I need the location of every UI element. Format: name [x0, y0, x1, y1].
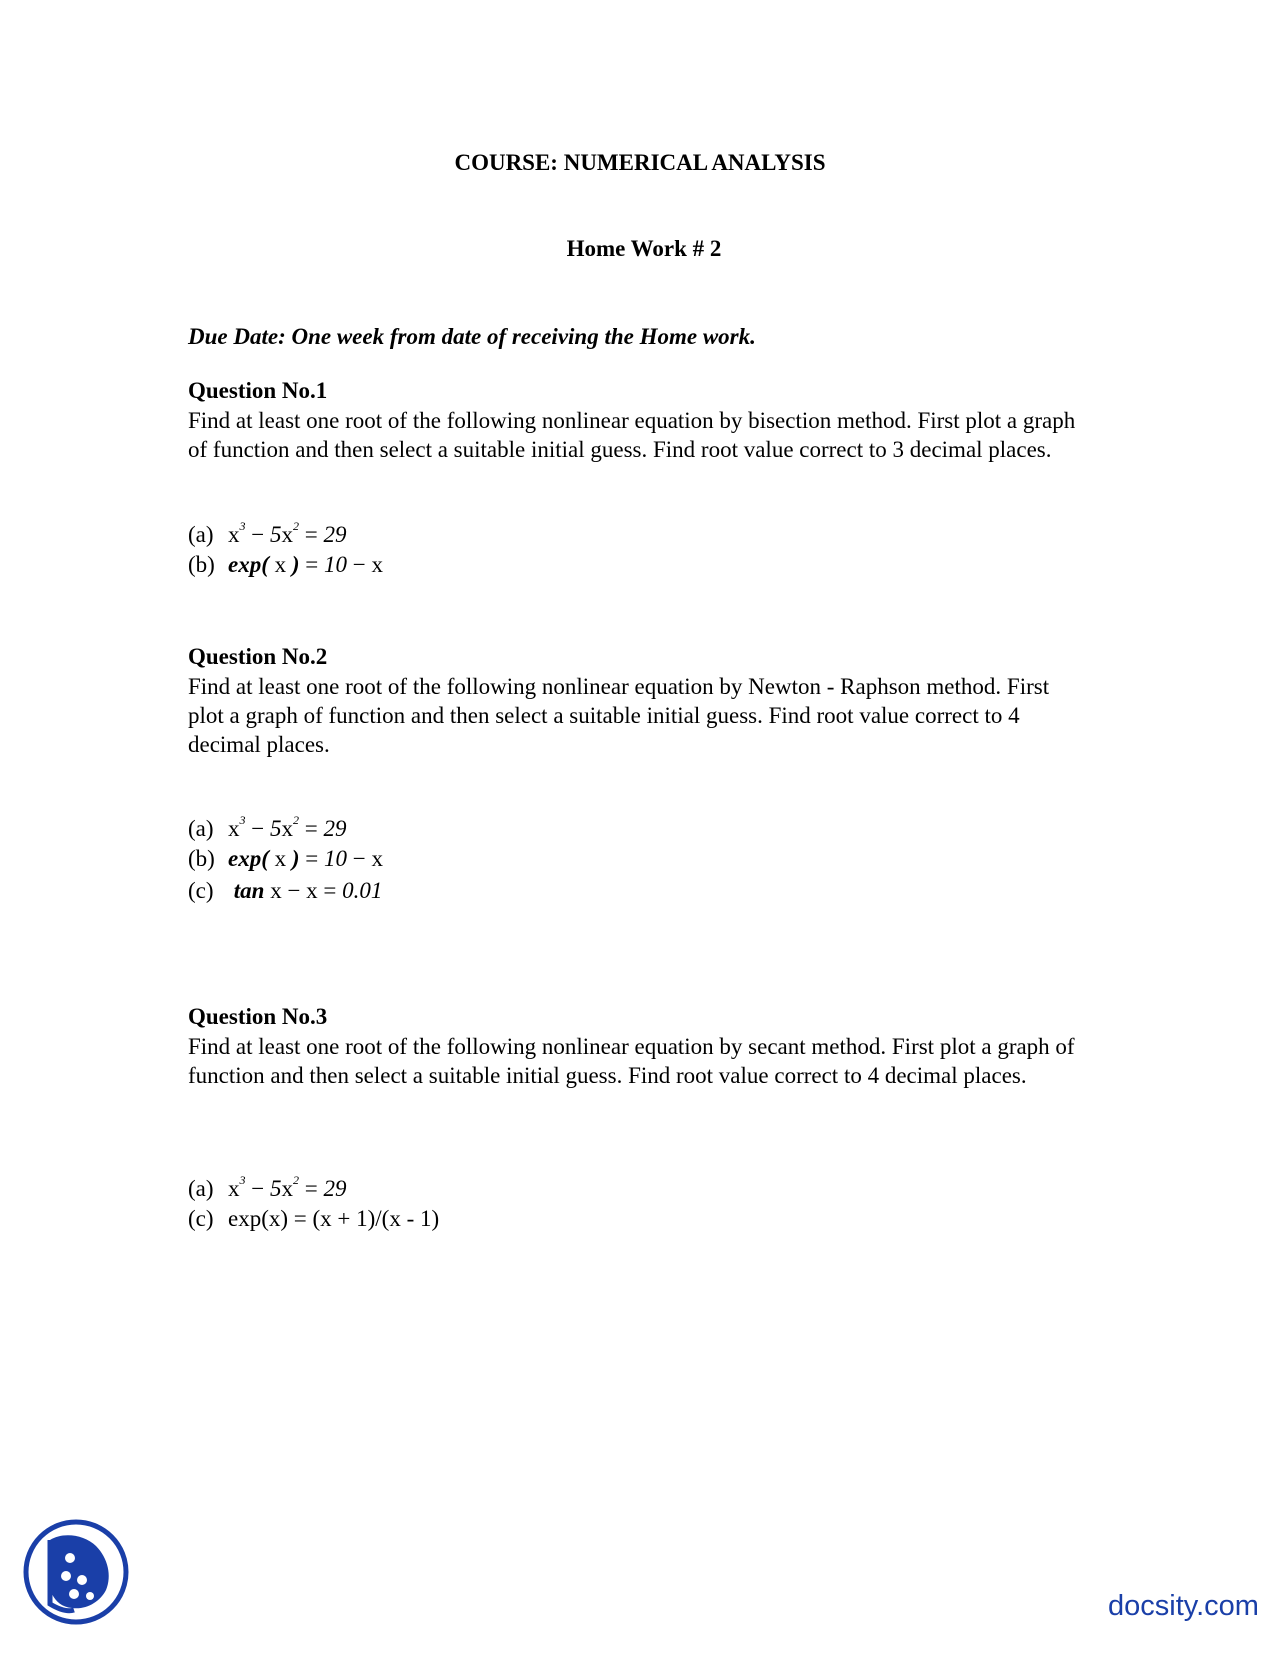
- question-2-body: Find at least one root of the following nonlinear equation by Newton - Raphson method. First plot a graph of function and then select a suitable initial guess. Find root value correct to 4 decimal places.: [188, 674, 1050, 757]
- item-label: (b): [188, 552, 215, 577]
- question-3-item-a: [188, 1173, 347, 1202]
- equation-cubic: $x^3 - 5x^2 = 29$: [228, 519, 347, 547]
- question-1-body: Find at least one root of the following nonlinear equation by bisection method. First plot a graph of function and then select a suitable initial guess. Find root value correct to 3 decimal places.: [188, 408, 1076, 462]
- equation-exp: exp( x ) = 10 − x: [228, 552, 384, 577]
- question-1-item-b: [188, 552, 383, 578]
- item-label: (b): [188, 846, 215, 871]
- due-date: Due Date: One week from date of receiving the Home work.: [188, 324, 756, 349]
- equation-cubic: $x^3 - 5x^2 = 29$: [228, 1173, 347, 1201]
- equation-exp-rational: exp(x) = (x + 1)/(x - 1): [228, 1206, 440, 1231]
- docsity-brand-link[interactable]: docsity.com: [1108, 1590, 1259, 1622]
- equation-cubic: $x^3 - 5x^2 = 29$: [228, 813, 347, 841]
- question-2-title: Question No.2: [188, 644, 328, 669]
- equation-exp: exp( x ) = 10 − x: [228, 846, 384, 871]
- question-2-item-b: [188, 846, 383, 872]
- course-title: COURSE: NUMERICAL ANALYSIS: [454, 150, 826, 175]
- item-label: (a): [188, 1176, 214, 1201]
- item-label: (c): [188, 1206, 214, 1231]
- question-2-item-a: [188, 813, 347, 842]
- docsity-logo-icon[interactable]: [22, 1518, 130, 1626]
- question-2-item-c: [188, 878, 382, 904]
- item-label: (c): [188, 878, 214, 903]
- question-3-title: Question No.3: [188, 1004, 328, 1029]
- homework-title: Home Work # 2: [566, 236, 722, 261]
- question-3-body: Find at least one root of the following nonlinear equation by secant method. First plot a graph of function and then select a suitable initial guess. Find root value correct to 4 decimal places.: [188, 1034, 1075, 1088]
- question-1-item-a: [188, 519, 347, 548]
- item-label: (a): [188, 522, 214, 547]
- question-1-title: Question No.1: [188, 378, 328, 403]
- question-3-item-c: [188, 1206, 439, 1232]
- equation-tan: tan x − x = 0.01: [233, 878, 383, 903]
- item-label: (a): [188, 816, 214, 841]
